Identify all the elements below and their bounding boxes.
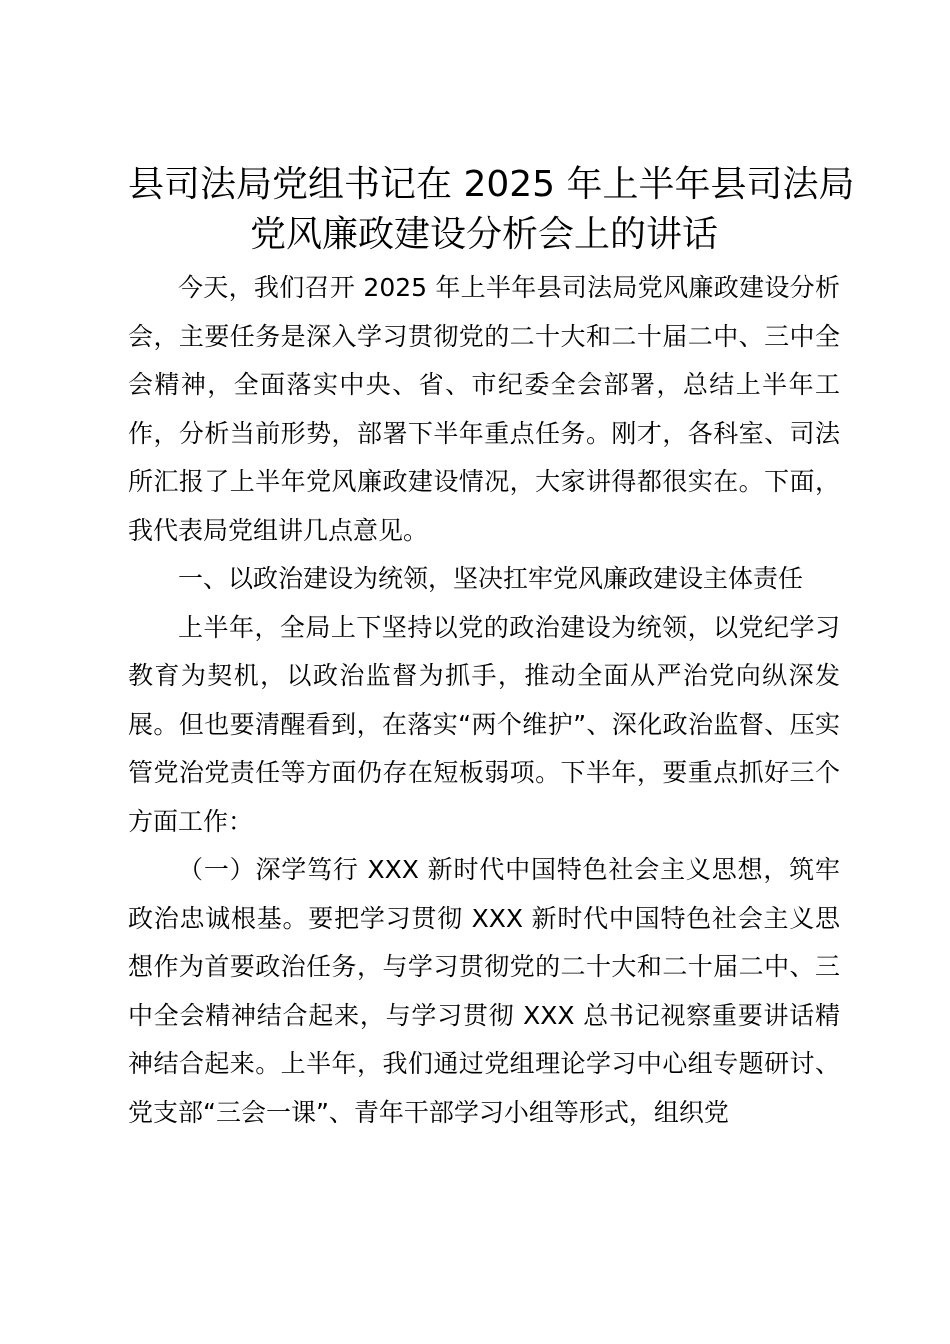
section-heading-1: 一、以政治建设为统领，坚决扛牢党风廉政建设主体责任 — [178, 564, 804, 593]
title-line-2: 党风廉政建设分析会上的讲话 — [249, 214, 718, 255]
title-line-1: 县司法局党组书记在 2025 年上半年县司法局 — [128, 164, 855, 205]
document-body — [128, 160, 855, 1137]
opening-paragraph: 今天，我们召开 2025 年上半年县司法局党风廉政建设分析会，主要任务是深入学习贯彻党的二十大和二十届二中、三中全会精神，全面落实中央、省、市纪委全会部署，总结上半年工作，分析当前形势，部署下半年重点任务。刚才，各科室、司法所汇报了上半年党风廉政建设情况，大家讲得都很实在。下面，我代表局党组讲几点意见。 — [128, 273, 840, 545]
document-title — [128, 160, 855, 260]
body-paragraph-3: （一）深学笃行 XXX 新时代中国特色社会主义思想，筑牢政治忠诚根基。要把学习贯彻 XXX 新时代中国特色社会主义思想作为首要政治任务，与学习贯彻党的二十大和二十届二中、三中全会精神结合起来，与学习贯彻 XXX 总书记视察重要讲话精神结合起来。上半年，我们通过党组理论学习中心组专题研讨、党支部“三会一课”、青年干部学习小组等形式，组织党 — [128, 855, 840, 1127]
body-paragraph-2: 上半年，全局上下坚持以党的政治建设为统领，以党纪学习教育为契机，以政治监督为抓手，推动全面从严治党向纵深发展。但也要清醒看到，在落实“两个维护”、深化政治监督、压实管党治党责任等方面仍存在短板弱项。下半年，要重点抓好三个方面工作： — [128, 612, 840, 836]
